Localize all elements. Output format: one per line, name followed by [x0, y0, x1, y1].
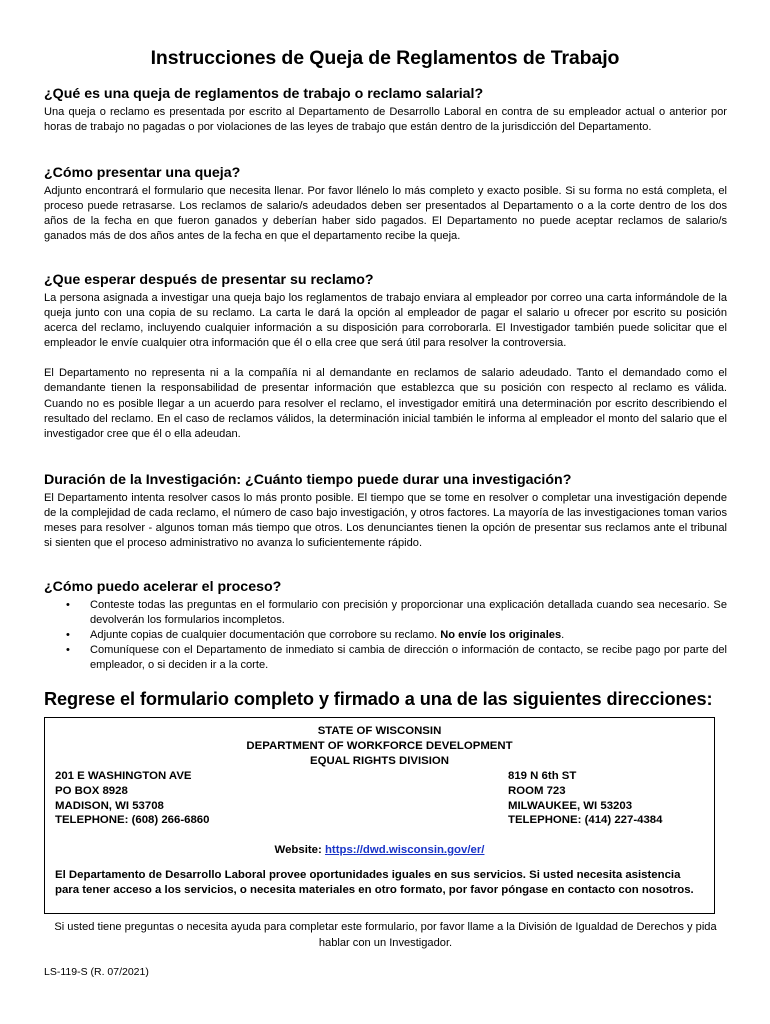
section-paragraph: El Departamento intenta resolver casos lo más pronto posible. El tiempo que se tome en resolver o completar una investigación depende de la complejidad de cada reclamo, el número de caso bajo investigación, y otros factores. La mayoría de las investigaciones toman varios meses para resolver - algunos toman más tiempo que otros. Los denunciantes tienen la opción de presentar sus reclamos ante el tribunal si sienten que el proceso administrativo no avanza lo suficientemente rápido. — [44, 492, 727, 550]
section-how-to-file — [44, 165, 727, 244]
bold-emphasis: No envíe los originales — [440, 629, 562, 642]
section-investigation-duration — [44, 472, 727, 551]
help-text: Si usted tiene preguntas o necesita ayuda para completar este formulario, por favor llame a la División de Igualdad de Derechos y pida hablar con un Investigador. — [54, 921, 717, 949]
section-heading: Duración de la Investigación: ¿Cuánto tiempo puede durar una investigación? — [44, 472, 572, 488]
form-number: LS-119-S (R. 07/2021) — [44, 966, 149, 978]
bullet-icon: • — [66, 644, 70, 657]
agency-header: STATE OF WISCONSIN DEPARTMENT OF WORKFORCE DEVELOPMENT EQUAL RIGHTS DIVISION — [246, 725, 513, 767]
milwaukee-address: 819 N 6th ST ROOM 723 MILWAUKEE, WI 53203 TELEPHONE: (414) 227-4384 — [508, 770, 663, 827]
section-heading: ¿Qué es una queja de reglamentos de trabajo o reclamo salarial? — [44, 86, 484, 102]
list-item: • Adjunte copias de cualquier documentación que corrobore su reclamo. No envíe los originales. — [44, 628, 727, 643]
section-heading: ¿Que esperar después de presentar su reclamo? — [44, 272, 374, 288]
bullet-list — [44, 598, 727, 673]
website-line — [45, 844, 714, 856]
madison-address: 201 E WASHINGTON AVE PO BOX 8928 MADISON, WI 53708 TELEPHONE: (608) 266-6860 — [55, 770, 210, 827]
section-what-to-expect — [44, 272, 727, 442]
website-label: Website: — [274, 844, 322, 856]
section-paragraph: La persona asignada a investigar una queja bajo los reglamentos de trabajo enviara al empleador por correo una carta informándole de la queja junto con una copia de su reclamo. La carta le dará la opción al empleador de pagar el salario u ofrecer por escrito su posición acerca del reclamo, incluyendo cualquier información a su disposición para corroborarla. El Investigador también puede solicitar que el empleador le envíe cualquier otra información que él o ella cree que será útil para resolver la controversia. — [44, 292, 727, 350]
section-paragraph: El Departamento no representa ni a la compañía ni al demandante en reclamos de salario adeudado. Tanto el demandado como el demandante tienen la responsabilidad de presentar información que establezca que su posición con respecto al reclamo es válida. Cuando no es posible llegar a un acuerdo para resolver el reclamo, el investigador emitirá una determinación por escrito describiendo el resultado del reclamo. En el caso de reclamos válidos, la determinación inicial también le informa al empleador el monto del salario que el investigador cree que él o ella adeudan. — [44, 367, 727, 440]
address-box — [44, 717, 715, 914]
list-item: • Comuníquese con el Departamento de inmediato si cambia de dirección o información de contacto, se recibe pago por parte del empleador, o si deciden ir a la corte. — [66, 644, 727, 672]
page-title: Instrucciones de Queja de Reglamentos de Trabajo — [150, 47, 620, 69]
return-heading: Regrese el formulario completo y firmado a una de las siguientes direcciones: — [44, 689, 713, 709]
section-paragraph: Adjunto encontrará el formulario que necesita llenar. Por favor llénelo lo más completo y exacto posible. Si su forma no está completa, el proceso puede retrasarse. Los reclamos de salario/s adeudados deben ser presentados al Departamento o a la corte dentro de los dos años de la fecha en que fueron ganados y deberían haber sido pagados. El Departamento no puede aceptar reclamos de salario/s ganados más de dos años antes de la fecha en que el departamento recibe la queja. — [44, 185, 727, 243]
section-speed-up-process — [44, 579, 727, 673]
bullet-icon: • — [66, 599, 70, 611]
section-heading: ¿Cómo presentar una queja? — [44, 165, 241, 181]
bullet-icon: • — [66, 629, 70, 642]
section-what-is-complaint — [44, 86, 727, 135]
section-paragraph: Una queja o reclamo es presentada por escrito al Departamento de Desarrollo Laboral en contra de su empleador actual o anterior por horas de trabajo no pagadas o por violaciones de las leyes de trabajo que están dentro de la jurisdicción del Departamento. — [44, 106, 727, 134]
website-link[interactable]: https://dwd.wisconsin.gov/er/ — [324, 844, 485, 856]
equal-opportunity-notice: El Departamento de Desarrollo Laboral provee oportunidades iguales en sus servicios. Si usted necesita asistencia para tener acceso a los servicios, o necesita materiales en otro formato, por favor póngase en contacto con nosotros. — [55, 869, 694, 896]
list-item: • Conteste todas las preguntas en el formulario con precisión y proporcionar una explicación detallada cuando sea necesario. Se devolverán los formularios incompletos. — [66, 599, 727, 627]
section-heading: ¿Cómo puedo acelerar el proceso? — [44, 579, 282, 595]
